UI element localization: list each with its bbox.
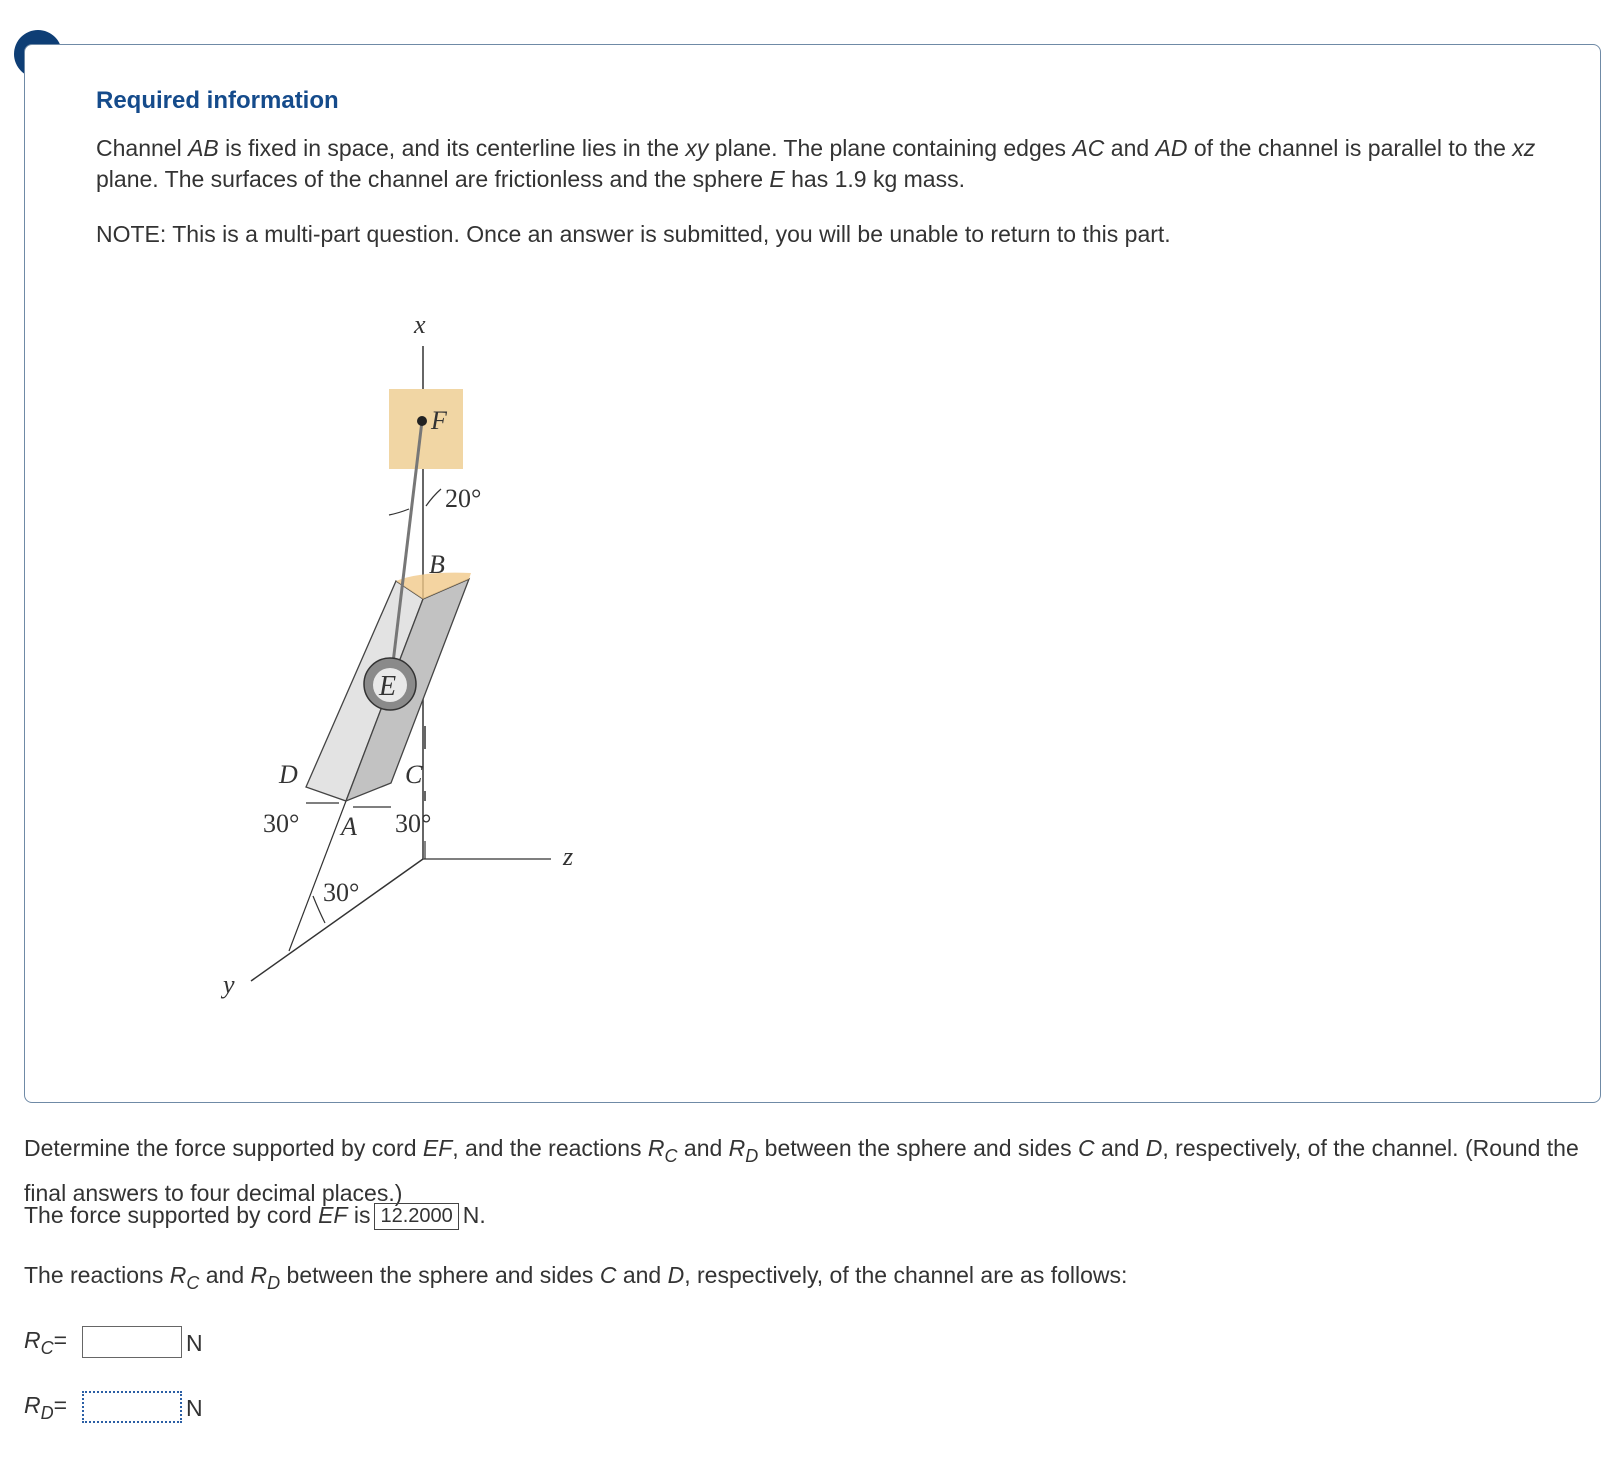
label-angle-30-bottom: 30° xyxy=(323,878,360,907)
problem-statement: Channel AB is fixed in space, and its centerline lies in the xy plane. The plane containing edges AC and AD of the channel is parallel to the xz plane. The surfaces of the channel are frictionless and the sphere E has 1.9 kg mass. xyxy=(96,135,1536,192)
label-angle-30-right: 30° xyxy=(395,809,432,838)
label-z: z xyxy=(563,842,574,871)
rc-input[interactable] xyxy=(82,1326,182,1358)
wall-plate xyxy=(389,389,463,469)
label-angle-20: 20° xyxy=(445,484,482,513)
label-C: C xyxy=(405,760,423,789)
label-F: F xyxy=(431,406,447,435)
question-text: Determine the force supported by cord EF, and the reactions $R_C$ and $R_D$ between the sphere and sides C and D, respectively, of the channel. (Round the final answers to four decimal places.) xyxy=(24,1135,1579,1206)
label-E: E xyxy=(379,671,397,702)
rd-input[interactable] xyxy=(82,1391,182,1423)
label-angle-30-left: 30° xyxy=(263,809,300,838)
info-title: Required information xyxy=(96,87,339,114)
rd-unit: N xyxy=(186,1395,203,1421)
label-y: y xyxy=(223,970,235,999)
answer-ef-value: 12.2000 xyxy=(374,1203,458,1230)
multi-part-note: NOTE: This is a multi-part question. Once an answer is submitted, you will be unable to return to this part. xyxy=(96,221,1171,247)
label-B: B xyxy=(429,550,445,579)
channel-sphere-figure xyxy=(223,310,665,1055)
rc-label: $R_C=$ xyxy=(24,1327,68,1358)
label-D: D xyxy=(279,760,298,789)
label-A: A xyxy=(341,812,357,841)
reactions-intro: The reactions $R_C$ and $R_D$ between the sphere and sides C and D, respectively, of the channel are as follows: xyxy=(24,1262,1128,1293)
answer-ef-line: The force supported by cord EF is 12.2000 N. xyxy=(24,1202,486,1230)
rc-unit: N xyxy=(186,1330,203,1356)
required-info-panel xyxy=(24,44,1601,1103)
rd-label: $R_D=$ xyxy=(24,1392,68,1423)
point-F xyxy=(417,416,427,426)
label-x: x xyxy=(414,310,426,339)
